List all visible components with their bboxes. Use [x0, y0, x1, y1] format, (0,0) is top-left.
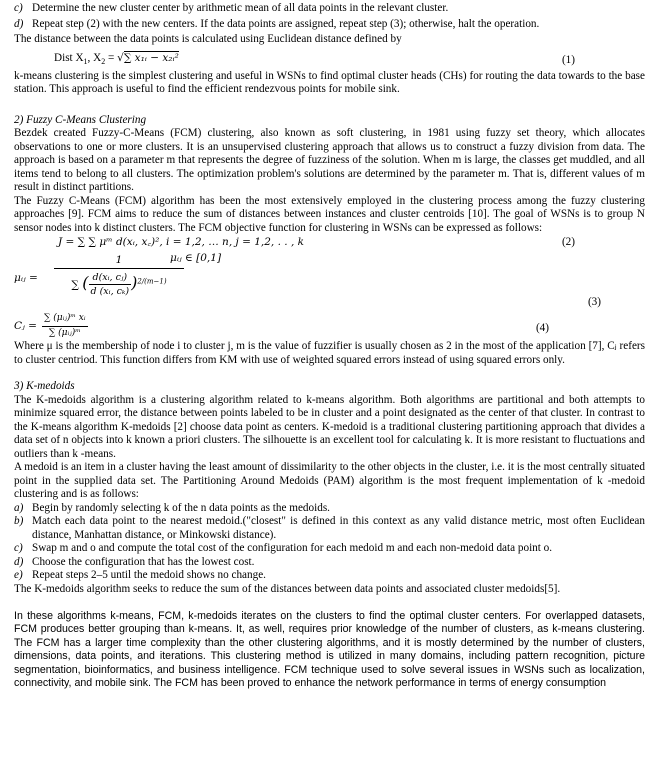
kmedoids-paragraph-1: The K-medoids algorithm is a clustering algorithm related to k-means algorithm. Both algorithms are partitional and both attempts to minimize squared error, the distance between points labeled to be in cluster and a point designated as the center of that cluster. In contrast to the K-means algorithm K-medoids [2] choose data point as centers. K-medoid is a traditional clustering partitioning approach that divides a data set of n objects into k known a priori clusters. The silhouette is an excellent tool for calculating k. It is more resistant to fluctuations and outliers than k -means.: [14, 393, 645, 460]
equation-1: [14, 52, 645, 68]
step-text: Determine the new cluster center by arithmetic mean of all data points in the relevant cluster.: [32, 2, 449, 14]
step-label: b): [14, 515, 24, 527]
fcm-paragraph-3: Where μ is the membership of node i to cluster j, m is the value of fuzzifier is usually chosen as 2 in the most of the application [7], Cⱼ refers to cluster centriod. This function differs from KM with use of weighted squared errors instead of using squared errors only.: [14, 340, 645, 366]
step-text: Repeat steps 2–5 until the medoid shows no change.: [32, 569, 266, 581]
eq1-radicand: ∑ x₁ᵢ − x₂ᵢ²: [123, 51, 179, 64]
kmeans-step-c: [14, 2, 645, 16]
kmedoids-paragraph-3: The K-medoids algorithm seeks to reduce the sum of the distances between data points and associated cluster medoids[5].: [14, 582, 561, 595]
equation-2: [14, 236, 645, 250]
equation-4: [14, 312, 645, 340]
fcm-paragraph-1: Bezdek created Fuzzy-C-Means (FCM) clustering, also known as soft clustering, in 1981 using fuzzy set theory, which allocates observations to one or more clusters. It is an unsupervised clustering approach that allows us to construct a fuzzy division from data. The approach is based on a parameter m that represents the degree of fuzziness of the solution. When m is large, the classes get muddled, and all items tend to belong to all clusters. The optimization problem's solutions are determined by the parameter m. That is, different values of m result in distinct partitions.: [14, 127, 645, 193]
step-label: c): [14, 2, 23, 14]
kmedoids-step-d: [14, 556, 645, 570]
closing-paragraph: In these algorithms k-means, FCM, k-medoids iterates on the clusters to find the optimal cluster centers. For overlapped datasets, FCM produces better grouping than k-means. It, as well, requires prior knowledge of the number of clusters, as k-means clustering. The FCM has a larger time complexity than the other clustering algorithms, and it is mostly determined by the number of clusters, dimensions, data points, and iterations. This clustering method is utilized in many domains, including pattern recognition, picture segmentation, bioinformatics, and business intelligence. FCM technique used to solve several issues in WSNs such as localization, connectivity, and mobile sink. The FCM has been proved to enhance the network performance in terms of energy consumption: [14, 610, 645, 690]
eq1-number: (1): [561, 53, 575, 66]
step-text: Begin by randomly selecting k of the n data points as the medoids.: [32, 501, 330, 514]
eq3-denominator: ∑ ( $\frac{\text{d(xᵢ, cⱼ)}}{\text{d (xᵢ, cₖ)}}$ )$^{2/(m-1)}$: [71, 271, 167, 297]
equation-3: [14, 252, 645, 310]
kmedoids-step-b: [14, 515, 645, 542]
spacer: [14, 97, 645, 110]
eq1-lhs: Dist X: [54, 51, 84, 64]
step-label: d): [14, 555, 24, 568]
step-text: Match each data point to the nearest medoid.("closest" is defined in this context as any valid distance metric, most often Euclidean distance, Manhattan distance, or Minkowski distance).: [32, 515, 645, 541]
eq2-number: (2): [561, 236, 575, 248]
kmedoids-step-e: [14, 569, 645, 583]
kmedoids-step-a: [14, 502, 645, 516]
step-text: Swap m and o and compute the total cost of the configuration for each medoid m and each non-medoid data point o.: [32, 542, 553, 554]
step-label: c): [14, 542, 23, 554]
step-label: d): [14, 17, 24, 30]
eq4-number: (4): [535, 322, 549, 334]
step-text: Choose the configuration that has the lowest cost.: [32, 555, 255, 568]
eq3-fraction: [54, 254, 184, 299]
kmedoids-step-c: [14, 542, 645, 556]
eq4-fraction: [42, 312, 88, 340]
eq1-sub2: 2: [101, 56, 106, 66]
distance-intro: The distance between the data points is calculated using Euclidean distance defined by: [14, 33, 402, 45]
fcm-heading: 2) Fuzzy C-Means Clustering: [14, 113, 147, 126]
kmedoids-paragraph-2: A medoid is an item in a cluster having the least amount of dissimilarity to the other objects in the cluster, i.e. it is the most centrally situated point in the supplied data set. The Partitioning Around Medoids (PAM) algorithm is the most frequent implementation of k -medoid clustering and is as follows:: [14, 461, 645, 500]
eq3-lhs: μᵢⱼ =: [14, 272, 38, 284]
step-label: e): [14, 569, 23, 581]
eq3-range: μᵢⱼ ∈ [0,1]: [170, 252, 222, 264]
step-text: Repeat step (2) with the new centers. If the data points are assigned, repeat step (3); otherwise, halt the operation.: [32, 17, 540, 30]
spacer: [14, 367, 645, 380]
kmedoids-heading: 3) K-medoids: [14, 380, 75, 392]
eq4-denominator: ∑ (μᵢⱼ)ᵐ: [48, 327, 81, 338]
kmeans-summary: k-means clustering is the simplest clustering and useful in WSNs to find optimal cluster heads (CHs) for routing the data towards to the base station. This approach is useful to find the efficient rendezvous points for mobile sink.: [14, 69, 645, 95]
fcm-paragraph-2: The Fuzzy C-Means (FCM) algorithm has been the most extensively employed in the clustering process among the fuzzy clustering approaches [9]. FCM aims to reduce the sum of distances between instances and cluster centroids [10]. The goal of WSNs is to group N sensor nodes into k distinct clusters. The FCM objective function for clustering in WSNs can be expressed as follows:: [14, 194, 645, 234]
step-label: a): [14, 501, 24, 514]
eq4-lhs: Cⱼ =: [14, 320, 37, 332]
eq3-numerator: 1: [54, 254, 184, 269]
spacer: [14, 596, 645, 610]
kmeans-step-d: [14, 18, 645, 32]
eq3-number: (3): [587, 296, 601, 308]
eq1-eq: =: [105, 51, 115, 64]
sqrt-symbol: √: [117, 51, 124, 64]
eq1-mid: , X: [87, 51, 102, 64]
eq1-sub1: 1: [83, 56, 88, 66]
document-page: [14, 0, 645, 690]
eq2-body: J = ∑ ∑ μᵐ d(xᵢ, x꜀)², i = 1,2, … n, j = 1,2, . . , k: [58, 236, 304, 248]
eq4-numerator: ∑ (μᵢⱼ)ᵐ xᵢ: [42, 312, 88, 327]
